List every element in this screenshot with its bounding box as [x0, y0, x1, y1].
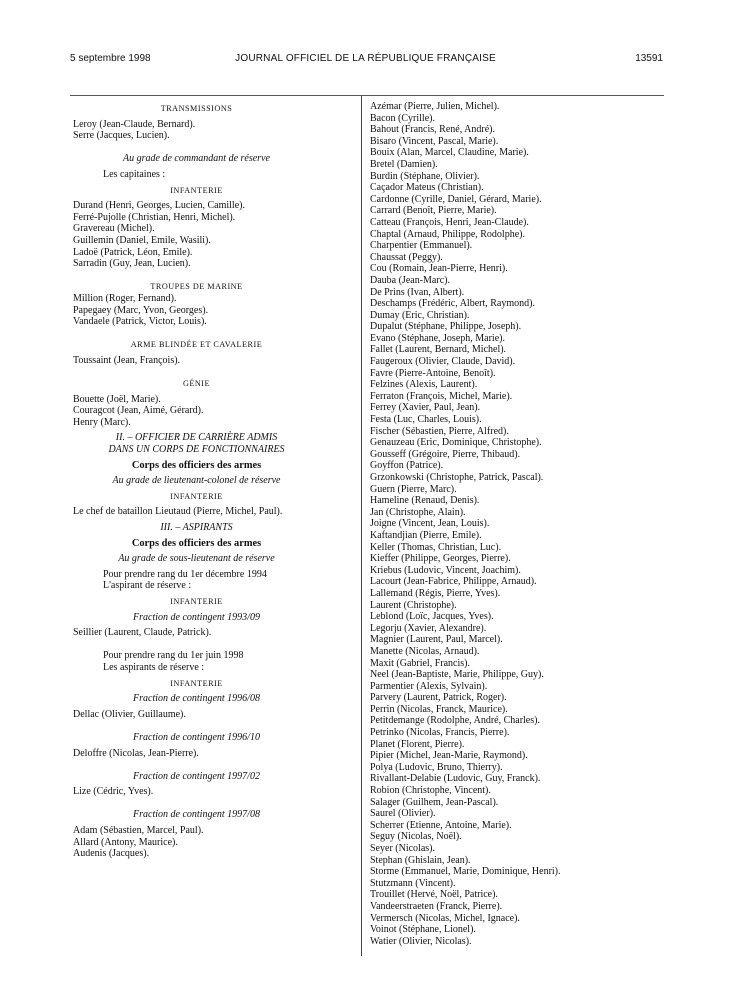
journal-title: JOURNAL OFFICIEL DE LA RÉPUBLIQUE FRANÇAISE [235, 53, 496, 64]
name-entry: Guern (Pierre, Marc). [370, 483, 457, 495]
name-entry: Deloffre (Nicolas, Jean-Pierre). [73, 747, 199, 759]
italic-heading: Fraction de contingent 1997/02 [133, 770, 260, 782]
name-entry: Serre (Jacques, Lucien). [73, 130, 170, 142]
spacer [73, 798, 320, 810]
header-rule-right [362, 95, 664, 96]
name-entry: Perrin (Nicolas, Franck, Maurice). [370, 703, 508, 715]
italic-heading: Fraction de contingent 1993/09 [133, 611, 260, 623]
name-entry: Bahout (Francis, René, André). [370, 124, 495, 136]
name-entry: Dumay (Eric, Christian). [370, 309, 470, 321]
name-entry: Bisaro (Vincent, Pascal, Marie). [370, 135, 499, 147]
name-entry: Burdin (Stéphane, Olivier). [370, 170, 480, 182]
name-entry: Toussaint (Jean, François). [73, 354, 181, 366]
name-entry: Genauzeau (Eric, Dominique, Christophe). [370, 437, 542, 449]
right-column [370, 101, 640, 947]
section-heading: INFANTERIE [170, 678, 223, 688]
name-entry: Petrinko (Nicolas, Francis, Pierre). [370, 727, 510, 739]
italic-heading: Fraction de contingent 1996/10 [133, 731, 260, 743]
spacer [73, 759, 320, 771]
name-entry: Festa (Luc, Charles, Louis). [370, 414, 482, 426]
name-entry: Bretel (Damien). [370, 158, 438, 170]
spacer [73, 270, 320, 282]
name-entry: Gravereau (Michel). [73, 223, 155, 235]
name-entry: Joigne (Vincent, Jean, Louis). [370, 518, 490, 530]
section-heading: INFANTERIE [170, 596, 223, 606]
name-entry: Kaftandjian (Pierre, Emile). [370, 529, 482, 541]
name-entry: Petitdemange (Rodolphe, André, Charles). [370, 715, 540, 727]
indented-line: Les capitaines : [103, 168, 166, 180]
section-heading: ARME BLINDÉE ET CAVALERIE [130, 340, 263, 350]
name-entry: Faugeroux (Olivier, Claude, David). [370, 356, 516, 368]
name-entry: Catteau (François, Henri, Jean-Claude). [370, 216, 529, 228]
indented-line: Les aspirants de réserve : [103, 661, 205, 673]
italic-heading: Fraction de contingent 1997/08 [133, 809, 260, 821]
name-entry: Cardonne (Cyrille, Daniel, Gérard, Marie). [370, 193, 542, 205]
name-entry: Saurel (Olivier). [370, 808, 436, 820]
name-entry: Polya (Ludovic, Bruno, Thierry). [370, 761, 503, 773]
name-entry: Leroy (Jean-Claude, Bernard). [73, 118, 196, 130]
name-entry: Favre (Pierre-Antoine, Benoît). [370, 367, 496, 379]
name-entry: Pipier (Michel, Jean-Marie, Raymond). [370, 750, 528, 762]
name-entry: Ladoë (Patrick, Léon, Emile). [73, 246, 193, 258]
name-entry: Storme (Emmanuel, Marie, Dominique, Henri). [370, 866, 561, 878]
name-entry: Goyffon (Patrice). [370, 460, 444, 472]
name-entry: Trouillet (Hervé, Noël, Patrice). [370, 889, 498, 901]
name-entry: Planet (Florent, Pierre). [370, 738, 465, 750]
name-entry: Scherrer (Etienne, Antoine, Marie). [370, 819, 512, 831]
name-entry: Felzines (Alexis, Laurent). [370, 379, 478, 391]
name-entry: Legorju (Xavier, Alexandre). [370, 622, 487, 634]
name-entry: Leblond (Loïc, Jacques, Yves). [370, 611, 494, 623]
bold-heading: Corps des officiers des armes [131, 459, 262, 471]
indented-line: Pour prendre rang du 1er décembre 1994 [103, 568, 267, 580]
name-entry: Le chef de bataillon Lieutaud (Pierre, Michel, Paul). [73, 506, 283, 518]
section-heading: GÉNIE [182, 379, 211, 389]
name-entry: Neel (Jean-Baptiste, Marie, Philippe, Guy). [370, 669, 544, 681]
name-entry: Adam (Sébastien, Marcel, Paul). [73, 825, 204, 837]
name-entry: Lacourt (Jean-Fabrice, Philippe, Arnaud). [370, 576, 537, 588]
name-entry: Fischer (Sébastien, Pierre, Alfred). [370, 425, 509, 437]
name-entry: Henry (Marc). [73, 416, 131, 428]
name-entry: Gousseff (Grégoire, Pierre, Thibaud). [370, 448, 521, 460]
name-entry: Maxit (Gabriel, Francis). [370, 657, 470, 669]
name-entry: Azémar (Pierre, Julien, Michel). [370, 101, 500, 112]
italic-heading: DANS UN CORPS DE FONCTIONNAIRES [108, 444, 285, 456]
section-heading: TROUPES DE MARINE [150, 282, 243, 292]
name-entry: Ferrey (Xavier, Paul, Jean). [370, 402, 481, 414]
name-entry: Stephan (Ghislain, Jean). [370, 854, 471, 866]
name-entry: Evano (Stéphane, Joseph, Marie). [370, 332, 505, 344]
spacer [73, 142, 320, 154]
name-entry: Caçador Mateus (Christian). [370, 182, 484, 194]
left-column [73, 103, 320, 860]
name-entry: De Prins (Ivan, Albert). [370, 286, 465, 298]
name-entry: Laurent (Christophe). [370, 599, 457, 611]
name-entry: Ferré-Pujolle (Christian, Henri, Michel). [73, 211, 236, 223]
name-entry: Parvery (Laurent, Patrick, Roger). [370, 692, 507, 704]
header-date: 5 septembre 1998 [70, 53, 151, 64]
name-entry: Guillemin (Daniel, Emile, Wasili). [73, 234, 211, 246]
spacer [73, 720, 320, 732]
header-rule-left [70, 95, 362, 96]
name-entry: Dauba (Jean-Marc). [370, 274, 450, 286]
name-entry: Sarradin (Guy, Jean, Lucien). [73, 258, 191, 270]
name-entry: Keller (Thomas, Christian, Luc). [370, 541, 502, 553]
name-entry: Seillier (Laurent, Claude, Patrick). [73, 627, 212, 639]
name-entry: Deschamps (Frédéric, Albert, Raymond). [370, 298, 535, 310]
name-entry: Allard (Antony, Maurice). [73, 836, 178, 848]
spacer [73, 639, 320, 651]
spacer [73, 328, 320, 340]
section-heading: INFANTERIE [170, 185, 223, 195]
name-entry: Vandaele (Patrick, Victor, Louis). [73, 316, 207, 328]
name-entry: Seyer (Nicolas). [370, 843, 435, 854]
name-entry: Dellac (Olivier, Guillaume). [73, 708, 186, 720]
name-entry: Manette (Nicolas, Arnaud). [370, 645, 480, 657]
name-entry: Vermersch (Nicolas, Michel, Ignace). [370, 912, 520, 924]
name-entry: Papegaey (Marc, Yvon, Georges). [73, 304, 209, 316]
name-entry: Charpentier (Emmanuel). [370, 240, 473, 252]
italic-heading: Au grade de commandant de réserve [123, 153, 270, 165]
name-entry: Dupalut (Stéphane, Philippe, Joseph). [370, 321, 522, 333]
name-entry: Seguy (Nicolas, Noël). [370, 831, 462, 843]
name-entry: Kriebus (Ludovic, Vincent, Joachim). [370, 564, 521, 576]
name-entry: Kieffer (Philippe, Georges, Pierre). [370, 553, 511, 565]
italic-heading: III. – ASPIRANTS [160, 522, 233, 533]
italic-heading: Au grade de lieutenant-colonel de réserve [112, 475, 281, 487]
name-entry: Robion (Christophe, Vincent). [370, 785, 491, 797]
name-entry: Parmentier (Alexis, Sylvain). [370, 680, 488, 692]
name-entry: Ferraton (François, Michel, Marie). [370, 390, 513, 402]
name-entry: Jan (Christophe, Alain). [370, 506, 466, 518]
name-entry: Lallemand (Régis, Pierre, Yves). [370, 587, 501, 599]
name-entry: Salager (Guilhem, Jean-Pascal). [370, 796, 499, 808]
name-entry: Carrard (Benoît, Pierre, Marie). [370, 205, 497, 217]
spacer [73, 366, 320, 378]
name-entry: Fallet (Laurent, Bernard, Michel). [370, 344, 507, 356]
name-entry: Audenis (Jacques). [73, 848, 150, 860]
name-entry: Chaptal (Arnaud, Philippe, Rodolphe). [370, 228, 525, 240]
name-entry: Vandeerstraeten (Franck, Pierre). [370, 900, 503, 912]
name-entry: Lize (Cédric, Yves). [73, 786, 154, 798]
bold-heading: Corps des officiers des armes [131, 537, 262, 549]
name-entry: Bacon (Cyrille). [370, 112, 435, 124]
indented-line: Pour prendre rang du 1er juin 1998 [103, 650, 244, 662]
name-entry: Rivallant-Delabie (Ludovic, Guy, Franck). [370, 773, 541, 785]
name-entry: Bouix (Alan, Marcel, Claudine, Marie). [370, 147, 529, 159]
name-entry: Watier (Olivier, Nicolas). [370, 935, 472, 947]
name-entry: Cou (Romain, Jean-Pierre, Henri). [370, 263, 508, 275]
name-entry: Voinot (Stéphane, Lionel). [370, 924, 476, 936]
name-entry: Hameline (Renaud, Denis). [370, 495, 480, 507]
name-entry: Bouette (Joël, Marie). [73, 393, 161, 405]
name-entry: Chaussat (Peggy). [370, 251, 443, 263]
name-entry: Grzonkowski (Christophe, Patrick, Pascal). [370, 472, 544, 483]
indented-line: L'aspirant de réserve : [103, 580, 192, 592]
name-entry: Magnier (Laurent, Paul, Marcel). [370, 634, 503, 646]
italic-heading: II. – OFFICIER DE CARRIÈRE ADMIS [115, 432, 278, 444]
italic-heading: Fraction de contingent 1996/08 [133, 693, 260, 705]
name-entry: Stutzmann (Vincent). [370, 877, 456, 889]
section-heading: TRANSMISSIONS [160, 104, 233, 113]
column-divider [361, 96, 362, 956]
section-heading: INFANTERIE [170, 491, 223, 501]
italic-heading: Au grade de sous-lieutenant de réserve [118, 553, 275, 565]
name-entry: Million (Roger, Fernand). [73, 292, 177, 304]
name-entry: Durand (Henri, Georges, Lucien, Camille). [73, 200, 245, 212]
page-number: 13591 [635, 53, 663, 64]
name-entry: Couragcot (Jean, Aimé, Gérard). [73, 405, 204, 417]
